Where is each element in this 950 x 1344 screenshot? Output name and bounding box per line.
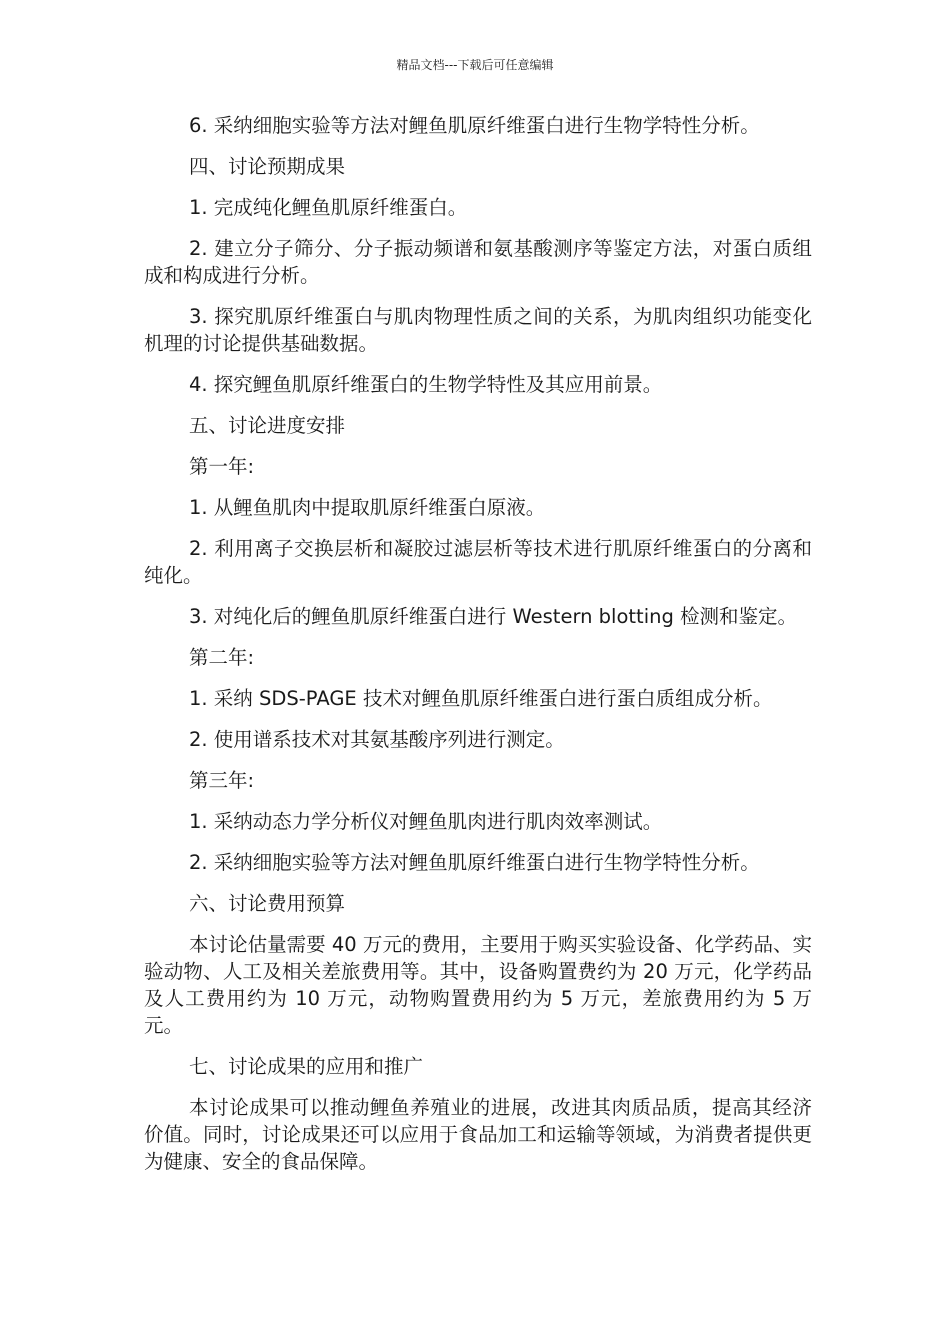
paragraph-year2-2: 2. 使用谱系技术对其氨基酸序列进行测定。 <box>189 728 565 751</box>
paragraph-year3-1: 1. 采纳动态力学分析仪对鲤鱼肌肉进行肌肉效率测试。 <box>189 810 663 833</box>
section-heading-expected-results: 四、讨论预期成果 <box>189 155 346 178</box>
paragraph-method-6: 6. 采纳细胞实验等方法对鲤鱼肌原纤维蛋白进行生物学特性分析。 <box>189 114 760 137</box>
paragraph-result-1: 1. 完成纯化鲤鱼肌原纤维蛋白。 <box>189 196 468 219</box>
paragraph-year1-1: 1. 从鲤鱼肌肉中提取肌原纤维蛋白原液。 <box>189 496 546 519</box>
subheading-year-1: 第一年: <box>189 455 255 478</box>
paragraph-result-3: 3. 探究肌原纤维蛋白与肌肉物理性质之间的关系，为肌肉组织功能变化机理的讨论提供基础数据。 <box>144 305 812 355</box>
paragraph-budget: 本讨论估量需要 40 万元的费用，主要用于购买实验设备、化学药品、实验动物、人工及相关差旅费用等。其中，设备购置费约为 20 万元，化学药品及人工费用约为 10 万元，动物购置费用约为 5 万元，差旅费用约为 5 万元。 <box>144 933 812 1037</box>
subheading-year-3: 第三年: <box>189 769 255 792</box>
subheading-year-2: 第二年: <box>189 646 255 669</box>
paragraph-year2-1: 1. 采纳 SDS-PAGE 技术对鲤鱼肌原纤维蛋白进行蛋白质组成分析。 <box>189 687 773 710</box>
paragraph-year1-3: 3. 对纯化后的鲤鱼肌原纤维蛋白进行 Western blotting 检测和鉴定。 <box>189 605 798 628</box>
paragraph-application: 本讨论成果可以推动鲤鱼养殖业的进展，改进其肉质品质，提高其经济价值。同时，讨论成果还可以应用于食品加工和运输等领域，为消费者提供更为健康、安全的食品保障。 <box>144 1096 812 1173</box>
page-header: 精品文档---下载后可任意编辑 <box>396 58 554 72</box>
section-heading-schedule: 五、讨论进度安排 <box>189 414 346 437</box>
paragraph-result-2: 2. 建立分子筛分、分子振动频谱和氨基酸测序等鉴定方法，对蛋白质组成和构成进行分析。 <box>144 237 812 287</box>
paragraph-result-4: 4. 探究鲤鱼肌原纤维蛋白的生物学特性及其应用前景。 <box>189 373 663 396</box>
document-body <box>144 112 812 1189</box>
section-heading-application: 七、讨论成果的应用和推广 <box>189 1055 424 1078</box>
section-heading-budget: 六、讨论费用预算 <box>189 892 346 915</box>
paragraph-year3-2: 2. 采纳细胞实验等方法对鲤鱼肌原纤维蛋白进行生物学特性分析。 <box>189 851 760 874</box>
paragraph-year1-2: 2. 利用离子交换层析和凝胶过滤层析等技术进行肌原纤维蛋白的分离和纯化。 <box>144 537 812 587</box>
